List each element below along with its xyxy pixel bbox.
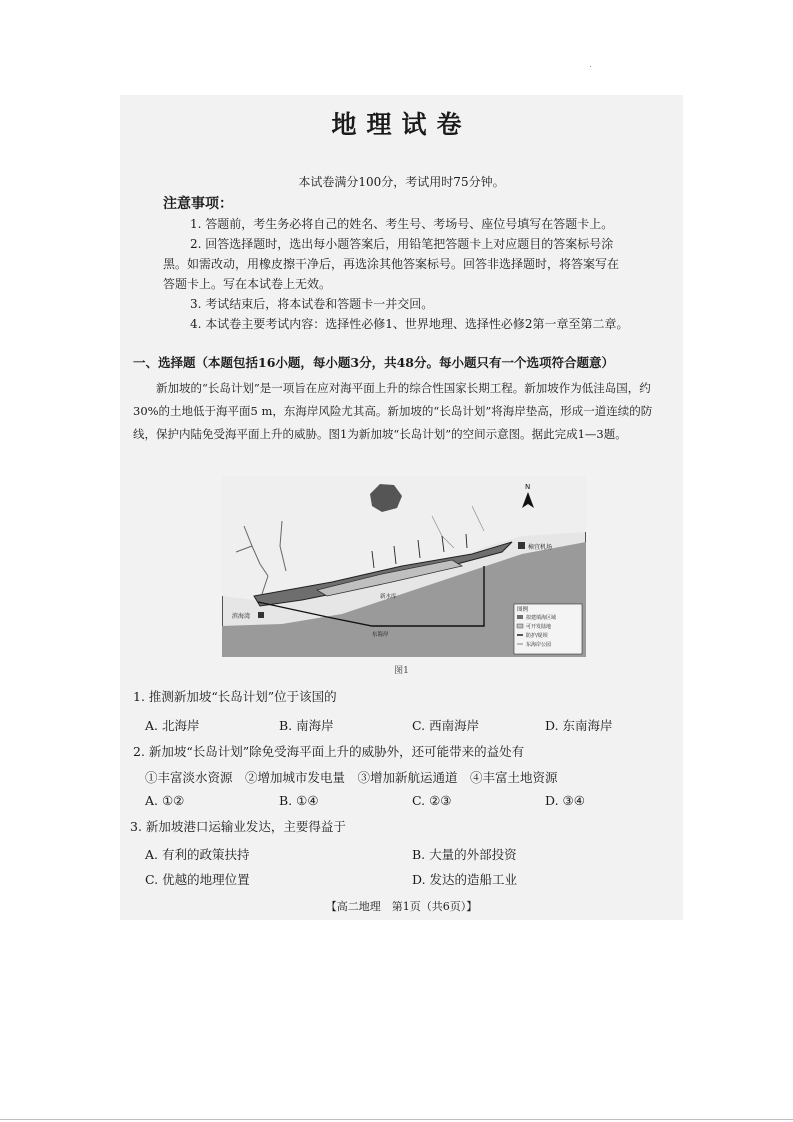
- question-2-option-b: B. ①④: [279, 793, 319, 808]
- scan-speck: [590, 66, 591, 67]
- coast-label: 东海岸: [372, 632, 389, 638]
- notice-item-1: 1. 答题前，考生务必将自己的姓名、考生号、考场号、座位号填写在答题卡上。: [190, 217, 614, 231]
- intro-paragraph: 新加坡的“长岛计划”是一项旨在应对海平面上升的综合性国家长期工程。新加坡作为低洼岛国，约30%的土地低于海平面5 m，东海岸风险尤其高。新加坡的“长岛计划”将海岸垫高，形成一道连续的防线，保护内陆免受海平面上升的威胁。图1为新加坡“长岛计划”的空间示意图。据此完成1—3题。: [133, 381, 653, 441]
- question-2-stem: 2. 新加坡“长岛计划”除免受海平面上升的威胁外，还可能带来的益处有: [133, 744, 525, 759]
- map-legend: [514, 604, 582, 654]
- legend-item-4: 东海岸公园: [526, 642, 552, 648]
- svg-text:N: N: [525, 483, 531, 491]
- page-title: 地理试卷: [331, 110, 472, 139]
- airport-marker: [518, 542, 525, 549]
- question-3-option-d: D. 发达的造船工业: [412, 872, 518, 887]
- marina-label: 滨海湾: [232, 613, 251, 620]
- question-3-option-b: B. 大量的外部投资: [412, 847, 517, 862]
- question-2-option-a: A. ①②: [145, 793, 185, 808]
- notice-heading: 注意事项：: [163, 196, 233, 212]
- question-1-option-a: A. 北海岸: [145, 718, 200, 733]
- notice-item-3: 3. 考试结束后，将本试卷和答题卡一并交回。: [190, 297, 434, 311]
- exam-info: 本试卷满分100分，考试用时75分钟。: [298, 175, 505, 189]
- question-1-option-c: C. 西南海岸: [412, 718, 480, 733]
- notice-item-2-line-2: 黑。如需改动，用橡皮擦干净后，再选涂其他答案标号。回答非选择题时，将答案写在: [163, 257, 620, 271]
- question-1-option-d: D. 东南海岸: [545, 718, 613, 733]
- notice-item-2-line-1: 2. 回答选择题时，选出每小题答案后，用铅笔把答题卡上对应题目的答案标号涂: [190, 237, 614, 251]
- legend-item-3: 防护/堤坝: [526, 633, 548, 639]
- question-1-stem: 1. 推测新加坡“长岛计划”位于该国的: [133, 689, 337, 704]
- page-bottom-edge: [0, 1119, 793, 1120]
- marina-marker: [258, 612, 264, 618]
- singapore-long-island-map: [222, 476, 586, 657]
- notice-item-2-line-3: 答题卡上。写在本试卷上无效。: [163, 277, 332, 291]
- figure-caption: 图1: [394, 666, 409, 676]
- question-2-option-d: D. ③④: [545, 793, 585, 808]
- airport-label: 樟宜机场: [528, 544, 553, 551]
- exam-page: [120, 95, 683, 920]
- question-2-option-c: C. ②③: [412, 793, 452, 808]
- section-title: 一、选择题（本题包括16小题，每小题3分，共48分。每小题只有一个选项符合题意）: [133, 355, 614, 370]
- notice-item-4: 4. 本试卷主要考试内容：选择性必修1、世界地理、选择性必修2第一章至第二章。: [190, 317, 629, 331]
- legend-item-2: 可开发陆地: [526, 624, 552, 630]
- question-3-option-a: A. 有利的政策扶持: [145, 847, 250, 862]
- legend-title: 图例: [517, 607, 529, 613]
- reservoir-label: 新水库: [380, 594, 397, 600]
- question-1-option-b: B. 南海岸: [279, 718, 334, 733]
- question-3-stem: 3. 新加坡港口运输业发达，主要得益于: [130, 819, 346, 834]
- legend-item-1: 拟建填海区域: [526, 615, 557, 621]
- question-3-option-c: C. 优越的地理位置: [145, 872, 250, 887]
- question-2-statements: ①丰富淡水资源 ②增加城市发电量 ③增加新航运通道 ④丰富土地资源: [145, 770, 558, 785]
- page-footer: 【高二地理 第1页（共6页）】: [325, 900, 478, 913]
